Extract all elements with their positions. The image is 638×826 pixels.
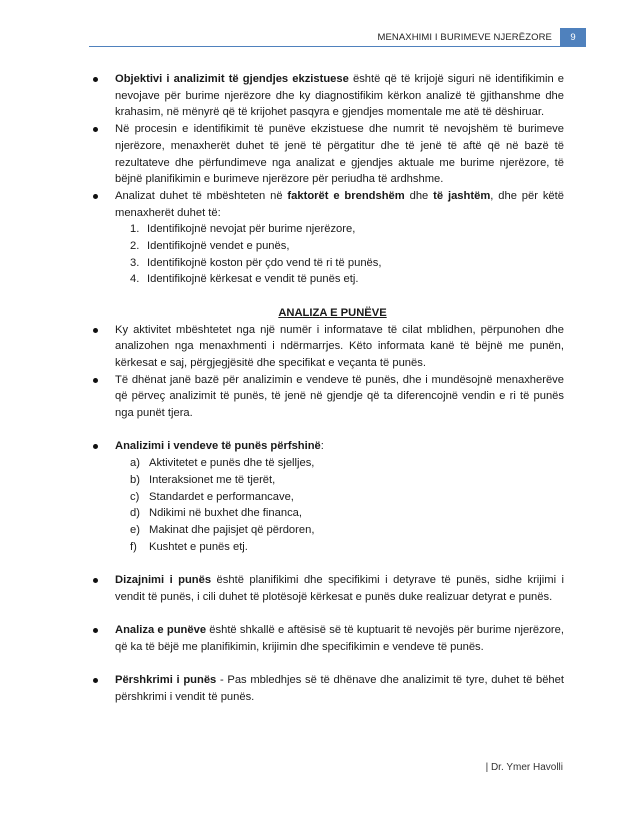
list-item <box>130 539 564 556</box>
bullet-paragraph <box>89 622 564 655</box>
list-item-text: Interaksionet me të tjerët, <box>149 473 276 486</box>
bold-term: Përshkrimi i punës <box>115 674 217 687</box>
list-item-text: Identifikojnë koston për çdo vend të ri të punës, <box>147 256 382 269</box>
bullet-paragraph <box>89 372 564 422</box>
paragraph-text: dhe <box>404 189 434 202</box>
list-item <box>130 455 564 472</box>
list-number: 4. <box>130 273 140 286</box>
list-item <box>130 522 564 539</box>
list-item <box>130 238 564 255</box>
list-letter: b) <box>130 473 140 486</box>
bullet-icon <box>93 378 98 383</box>
bold-term: Analiza e punëve <box>115 624 207 637</box>
bold-term: të jashtëm <box>433 189 491 202</box>
list-item-text: Standardet e performancave, <box>149 490 294 503</box>
list-number: 3. <box>130 256 140 269</box>
bullet-icon <box>93 127 98 132</box>
bullet-paragraph <box>89 322 564 372</box>
paragraph-text: Të dhënat janë bazë për analizimin e vendeve të punës, dhe i mundësojnë menaxherëve që përveç analizimit të punës, të jenë në gjendje që ta diferencojnë vendin e ri të punës nga punët tjera. <box>115 373 564 420</box>
bullet-paragraph <box>89 438 564 455</box>
list-item-text: Aktivitetet e punës dhe të sjelljes, <box>149 457 315 470</box>
list-item-text: Ndikimi në buxhet dhe financa, <box>149 507 302 520</box>
header-title: MENAXHIMI I BURIMEVE NJERËZORE <box>377 31 552 43</box>
list-item <box>130 255 564 272</box>
page-body <box>89 71 564 706</box>
bullet-paragraph <box>89 572 564 605</box>
list-number: 2. <box>130 240 140 253</box>
list-item <box>130 505 564 522</box>
list-item <box>130 489 564 506</box>
paragraph-text: Analizat duhet të mbështeten në <box>115 189 288 202</box>
list-number: 1. <box>130 223 140 236</box>
paragraph-text: është që të krijojë siguri në identifikimin e nevojave për burime njerëzore dhe ky diagnostifikim kërkon analizë të gjithanshme dhe krahasim, në mënyrë që të krijohet pasqyra e gjendjes momentale me atë të dëshiruar. <box>115 73 564 119</box>
section-title: ANALIZA E PUNËVE <box>278 306 387 319</box>
bold-term: Analizimi i vendeve të punës përfshinë <box>115 440 321 453</box>
lettered-list <box>89 455 564 555</box>
bullet-icon <box>93 328 98 333</box>
paragraph-text: Ky aktivitet mbështetet nga një numër i informatave të cilat mblidhen, përpunohen dhe analizohen nga menaxhmenti i ndërmarrjes. Këto informata kanë të bëjnë me punën, kërkesat e saj, përgjegjësitë dhe specifikat e veçanta të punës. <box>115 323 564 369</box>
bullet-icon <box>93 444 98 449</box>
paragraph-text: është shkallë e aftësisë së të kuptuarit të nevojës për burime njerëzore, që ka të bëjë me planifikimin, krijimin dhe specifikimin e vendeve të punës. <box>115 624 564 653</box>
bold-term: Objektivi i analizimit të gjendjes ekzistuese <box>115 73 349 85</box>
list-item <box>130 221 564 238</box>
list-item-text: Makinat dhe pajisjet që përdoren, <box>149 523 315 536</box>
list-letter: e) <box>130 523 140 536</box>
paragraph-text: - Pas mbledhjes së të dhënave dhe analizimit të tyre, duhet të bëhet përshkrimi i vendit të punës. <box>115 674 564 703</box>
list-item <box>130 271 564 288</box>
bullet-icon <box>93 678 98 683</box>
bullet-paragraph <box>89 672 564 705</box>
list-letter: a) <box>130 457 140 470</box>
numbered-list <box>89 221 564 288</box>
bullet-icon <box>93 578 98 583</box>
list-item-text: Kushtet e punës etj. <box>149 540 248 553</box>
paragraph-text: është planifikimi dhe specifikimi i detyrave të punës, sidhe krijimi i vendit të punës, i cili duhet të plotësojë kërkesat e punës duke realizuar detyrat e punës. <box>115 574 565 603</box>
bullet-paragraph <box>89 121 564 188</box>
bullet-icon <box>93 194 98 199</box>
paragraph-text: Në procesin e identifikimit të punëve ekzistuese dhe numrit të nevojshëm të burimeve njerëzore, menaxherët duhet të jenë të përgatitur dhe të jenë të aftë që në bazë të rezultateve dhe përfundimeve nga analizat e gjendjes aktuale me burime njerëzore, të bëjnë planifikimin e burimeve njerëzore për periudha të ardhshme. <box>115 123 564 186</box>
list-item-text: Identifikojnë kërkesat e vendit të punës etj. <box>147 273 359 286</box>
bullet-paragraph <box>89 188 564 221</box>
paragraph-text: , dhe për këtë menaxherët duhet të: <box>115 189 564 219</box>
page-footer: | Dr. Ymer Havolli <box>485 762 563 773</box>
paragraph-text: : <box>320 440 324 453</box>
list-letter: d) <box>130 507 140 520</box>
bullet-icon <box>93 77 98 82</box>
page-number: 9 <box>560 28 586 46</box>
list-item-text: Identifikojnë vendet e punës, <box>147 240 290 253</box>
page-header <box>377 28 586 46</box>
list-letter: c) <box>130 490 140 503</box>
bullet-icon <box>93 628 98 633</box>
bold-term: faktorët e brendshëm <box>287 189 405 202</box>
list-letter: f) <box>130 540 137 553</box>
list-item-text: Identifikojnë nevojat për burime njerëzore, <box>147 223 356 236</box>
bold-term: Dizajnimi i punës <box>115 574 212 587</box>
bullet-paragraph <box>89 71 564 121</box>
header-divider <box>89 46 586 47</box>
list-item <box>130 472 564 489</box>
